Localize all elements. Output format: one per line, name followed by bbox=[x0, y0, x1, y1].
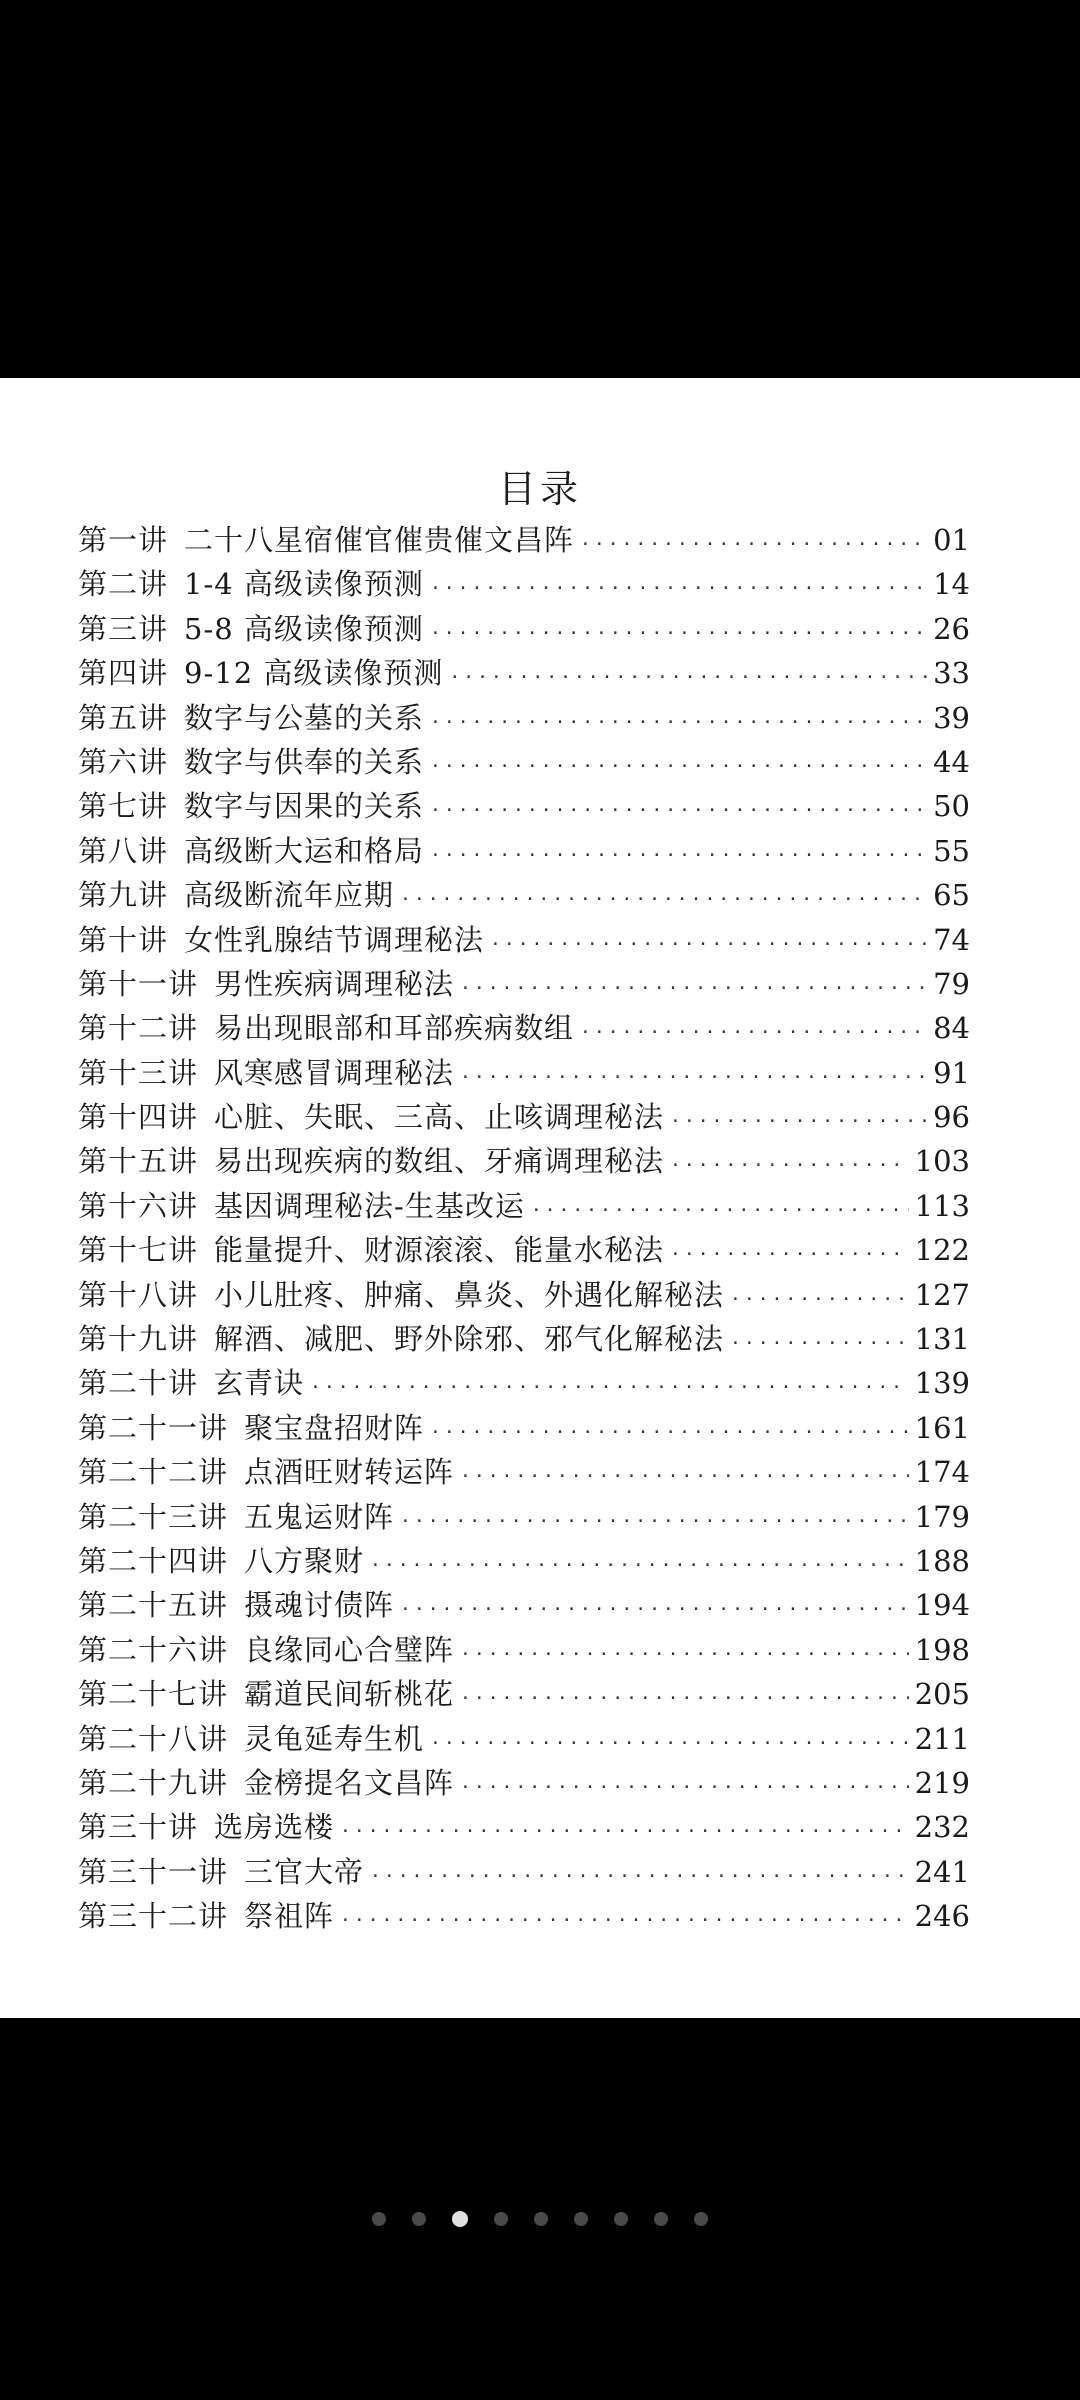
toc-chapter-number: 第二十三讲 bbox=[78, 1499, 229, 1534]
toc-chapter-title: 良缘同心合璧阵 bbox=[244, 1632, 455, 1667]
toc-dot-leader bbox=[730, 1289, 909, 1310]
toc-chapter-number: 第十七讲 bbox=[78, 1233, 199, 1268]
toc-chapter-number: 第二十八讲 bbox=[78, 1721, 229, 1756]
toc-page-number: 188 bbox=[914, 1543, 970, 1578]
toc-entry bbox=[78, 962, 970, 1006]
toc-chapter-title: 选房选楼 bbox=[214, 1810, 335, 1845]
toc-entry bbox=[78, 784, 970, 828]
toc-chapter-number: 第二讲 bbox=[78, 567, 169, 602]
toc-chapter-title: 9-12 高级读像预测 bbox=[184, 656, 444, 691]
toc-entry bbox=[78, 1761, 970, 1805]
toc-dot-leader bbox=[430, 756, 927, 777]
toc-entry bbox=[78, 1406, 970, 1450]
toc-entry bbox=[78, 1317, 970, 1361]
toc-chapter-title: 5-8 高级读像预测 bbox=[184, 611, 424, 646]
toc-chapter-title: 霸道民间斩桃花 bbox=[244, 1677, 455, 1712]
toc-entry bbox=[78, 829, 970, 873]
toc-page-number: 74 bbox=[933, 922, 970, 957]
toc-chapter-number: 第十六讲 bbox=[78, 1188, 199, 1223]
toc-dot-leader bbox=[430, 1733, 909, 1754]
toc-entry bbox=[78, 518, 970, 562]
toc-chapter-number: 第二十讲 bbox=[78, 1366, 199, 1401]
toc-dot-leader bbox=[430, 623, 927, 644]
toc-chapter-title: 基因调理秘法-生基改运 bbox=[214, 1188, 525, 1223]
toc-chapter-number: 第二十六讲 bbox=[78, 1632, 229, 1667]
toc-page-number: 01 bbox=[933, 523, 970, 557]
toc-page-number: 50 bbox=[933, 789, 970, 824]
toc-chapter-title: 玄青诀 bbox=[214, 1366, 305, 1401]
toc-chapter-number: 第五讲 bbox=[78, 700, 169, 735]
toc-page-number: 179 bbox=[914, 1499, 970, 1534]
toc-chapter-title: 风寒感冒调理秘法 bbox=[214, 1055, 455, 1090]
toc-page-number: 84 bbox=[933, 1011, 970, 1046]
toc-dot-leader bbox=[340, 1910, 909, 1931]
toc-chapter-number: 第十五讲 bbox=[78, 1144, 199, 1179]
page-dot[interactable] bbox=[534, 2212, 548, 2226]
page-dot[interactable] bbox=[372, 2212, 386, 2226]
toc-dot-leader bbox=[460, 978, 927, 999]
toc-chapter-title: 易出现眼部和耳部疾病数组 bbox=[214, 1011, 575, 1046]
toc-entry bbox=[78, 1672, 970, 1716]
toc-chapter-number: 第十八讲 bbox=[78, 1277, 199, 1312]
toc-dot-leader bbox=[460, 1688, 909, 1709]
toc-chapter-title: 能量提升、财源滚滚、能量水秘法 bbox=[214, 1233, 665, 1268]
toc-dot-leader bbox=[400, 889, 927, 910]
toc-list bbox=[78, 518, 970, 1939]
toc-dot-leader bbox=[430, 845, 927, 866]
toc-dot-leader bbox=[310, 1377, 909, 1398]
toc-chapter-number: 第一讲 bbox=[78, 523, 169, 557]
toc-chapter-number: 第三讲 bbox=[78, 611, 169, 646]
toc-entry bbox=[78, 1539, 970, 1583]
toc-page-number: 246 bbox=[914, 1899, 970, 1934]
toc-dot-leader bbox=[670, 1155, 909, 1176]
toc-dot-leader bbox=[670, 1111, 927, 1132]
toc-chapter-title: 金榜提名文昌阵 bbox=[244, 1765, 455, 1800]
toc-chapter-title: 1-4 高级读像预测 bbox=[184, 567, 424, 602]
toc-chapter-number: 第二十二讲 bbox=[78, 1455, 229, 1490]
toc-page-number: 174 bbox=[914, 1455, 970, 1490]
toc-page-number: 44 bbox=[933, 744, 970, 779]
toc-page-number: 127 bbox=[914, 1277, 970, 1312]
toc-chapter-title: 易出现疾病的数组、牙痛调理秘法 bbox=[214, 1144, 665, 1179]
toc-chapter-title: 数字与因果的关系 bbox=[184, 789, 425, 824]
page-dot[interactable] bbox=[614, 2212, 628, 2226]
toc-dot-leader bbox=[449, 667, 927, 688]
toc-page-number: 113 bbox=[914, 1188, 970, 1223]
toc-chapter-title: 摄魂讨债阵 bbox=[244, 1588, 395, 1623]
toc-dot-leader bbox=[730, 1333, 909, 1354]
toc-chapter-title: 三官大帝 bbox=[244, 1854, 365, 1889]
toc-entry bbox=[78, 1583, 970, 1627]
toc-entry bbox=[78, 1228, 970, 1272]
toc-page-number: 139 bbox=[914, 1366, 970, 1401]
toc-chapter-number: 第四讲 bbox=[78, 656, 169, 691]
toc-chapter-number: 第六讲 bbox=[78, 744, 169, 779]
toc-chapter-number: 第二十七讲 bbox=[78, 1677, 229, 1712]
toc-entry bbox=[78, 1184, 970, 1228]
toc-dot-leader bbox=[370, 1555, 909, 1576]
toc-chapter-title: 五鬼运财阵 bbox=[244, 1499, 395, 1534]
toc-page-number: 241 bbox=[914, 1854, 970, 1889]
toc-dot-leader bbox=[430, 578, 927, 599]
toc-entry bbox=[78, 1805, 970, 1849]
page-dot[interactable] bbox=[412, 2212, 426, 2226]
document-page bbox=[0, 378, 1080, 2018]
toc-chapter-title: 女性乳腺结节调理秘法 bbox=[184, 922, 485, 957]
page-dot-active[interactable] bbox=[452, 2211, 468, 2227]
toc-chapter-number: 第十九讲 bbox=[78, 1322, 199, 1357]
toc-chapter-title: 心脏、失眠、三高、止咳调理秘法 bbox=[214, 1100, 665, 1135]
toc-page-number: 232 bbox=[914, 1810, 970, 1845]
toc-chapter-title: 男性疾病调理秘法 bbox=[214, 966, 455, 1001]
toc-page-number: 65 bbox=[933, 878, 970, 913]
toc-entry bbox=[78, 1450, 970, 1494]
toc-chapter-number: 第二十一讲 bbox=[78, 1410, 229, 1445]
toc-chapter-number: 第十一讲 bbox=[78, 966, 199, 1001]
toc-dot-leader bbox=[670, 1244, 909, 1265]
toc-dot-leader bbox=[580, 534, 927, 555]
toc-chapter-title: 聚宝盘招财阵 bbox=[244, 1410, 425, 1445]
toc-page-number: 194 bbox=[914, 1588, 970, 1623]
toc-page-number: 205 bbox=[914, 1677, 970, 1712]
toc-dot-leader bbox=[430, 1422, 909, 1443]
toc-entry bbox=[78, 607, 970, 651]
toc-page-number: 103 bbox=[914, 1144, 970, 1179]
toc-page-number: 131 bbox=[914, 1322, 970, 1357]
toc-chapter-number: 第二十四讲 bbox=[78, 1543, 229, 1578]
toc-chapter-number: 第九讲 bbox=[78, 878, 169, 913]
toc-entry bbox=[78, 1717, 970, 1761]
toc-page-number: 26 bbox=[933, 611, 970, 646]
page-dot[interactable] bbox=[694, 2212, 708, 2226]
toc-dot-leader bbox=[370, 1866, 909, 1887]
toc-entry bbox=[78, 740, 970, 784]
toc-entry bbox=[78, 696, 970, 740]
toc-entry bbox=[78, 918, 970, 962]
toc-entry bbox=[78, 1495, 970, 1539]
toc-dot-leader bbox=[460, 1466, 909, 1487]
toc-entry bbox=[78, 1361, 970, 1405]
toc-page-number: 198 bbox=[914, 1632, 970, 1667]
toc-chapter-title: 二十八星宿催官催贵催文昌阵 bbox=[184, 523, 575, 557]
toc-entry bbox=[78, 1095, 970, 1139]
page-dot[interactable] bbox=[494, 2212, 508, 2226]
toc-dot-leader bbox=[460, 1644, 909, 1665]
toc-dot-leader bbox=[580, 1022, 927, 1043]
toc-entry bbox=[78, 1628, 970, 1672]
toc-dot-leader bbox=[400, 1511, 909, 1532]
toc-entry bbox=[78, 562, 970, 606]
toc-chapter-number: 第十三讲 bbox=[78, 1055, 199, 1090]
toc-chapter-title: 数字与供奉的关系 bbox=[184, 744, 425, 779]
toc-chapter-title: 高级断大运和格局 bbox=[184, 833, 425, 868]
toc-chapter-number: 第十四讲 bbox=[78, 1100, 199, 1135]
toc-chapter-number: 第三十一讲 bbox=[78, 1854, 229, 1889]
toc-chapter-number: 第十二讲 bbox=[78, 1011, 199, 1046]
toc-chapter-number: 第十讲 bbox=[78, 922, 169, 957]
toc-page-number: 79 bbox=[933, 966, 970, 1001]
page-dot[interactable] bbox=[654, 2212, 668, 2226]
toc-chapter-title: 小儿肚疼、肿痛、鼻炎、外遇化解秘法 bbox=[214, 1277, 725, 1312]
toc-page-number: 122 bbox=[914, 1233, 970, 1268]
page-dot[interactable] bbox=[574, 2212, 588, 2226]
page-indicator[interactable] bbox=[0, 2212, 1080, 2227]
toc-chapter-title: 点酒旺财转运阵 bbox=[244, 1455, 455, 1490]
toc-entry bbox=[78, 1894, 970, 1938]
toc-chapter-title: 解酒、减肥、野外除邪、邪气化解秘法 bbox=[214, 1322, 725, 1357]
toc-page-number: 91 bbox=[933, 1055, 970, 1090]
toc-entry bbox=[78, 873, 970, 917]
toc-chapter-title: 高级断流年应期 bbox=[184, 878, 395, 913]
toc-dot-leader bbox=[430, 712, 927, 733]
toc-entry bbox=[78, 1273, 970, 1317]
toc-dot-leader bbox=[400, 1599, 909, 1620]
toc-chapter-title: 祭祖阵 bbox=[244, 1899, 335, 1934]
toc-entry bbox=[78, 1850, 970, 1894]
toc-entry bbox=[78, 1006, 970, 1050]
toc-chapter-number: 第二十九讲 bbox=[78, 1765, 229, 1800]
toc-chapter-title: 八方聚财 bbox=[244, 1543, 365, 1578]
toc-chapter-title: 灵龟延寿生机 bbox=[244, 1721, 425, 1756]
toc-page-number: 211 bbox=[914, 1721, 970, 1756]
toc-page-number: 39 bbox=[933, 700, 970, 735]
toc-dot-leader bbox=[531, 1200, 909, 1221]
toc-entry bbox=[78, 1139, 970, 1183]
toc-dot-leader bbox=[340, 1821, 909, 1842]
toc-page-number: 33 bbox=[933, 656, 970, 691]
toc-page-number: 219 bbox=[914, 1765, 970, 1800]
toc-chapter-number: 第七讲 bbox=[78, 789, 169, 824]
toc-chapter-number: 第三十讲 bbox=[78, 1810, 199, 1845]
toc-dot-leader bbox=[430, 800, 927, 821]
toc-chapter-title: 数字与公墓的关系 bbox=[184, 700, 425, 735]
toc-entry bbox=[78, 1051, 970, 1095]
toc-chapter-number: 第八讲 bbox=[78, 833, 169, 868]
toc-entry bbox=[78, 651, 970, 695]
toc-page-number: 161 bbox=[914, 1410, 970, 1445]
toc-chapter-number: 第二十五讲 bbox=[78, 1588, 229, 1623]
toc-dot-leader bbox=[460, 1777, 909, 1798]
toc-title: 目录 bbox=[497, 467, 582, 511]
toc-dot-leader bbox=[490, 934, 927, 955]
toc-page-number: 14 bbox=[933, 567, 970, 602]
toc-dot-leader bbox=[460, 1067, 927, 1088]
toc-chapter-number: 第三十二讲 bbox=[78, 1899, 229, 1934]
toc-page-number: 55 bbox=[933, 833, 970, 868]
toc-page-number: 96 bbox=[933, 1100, 970, 1135]
